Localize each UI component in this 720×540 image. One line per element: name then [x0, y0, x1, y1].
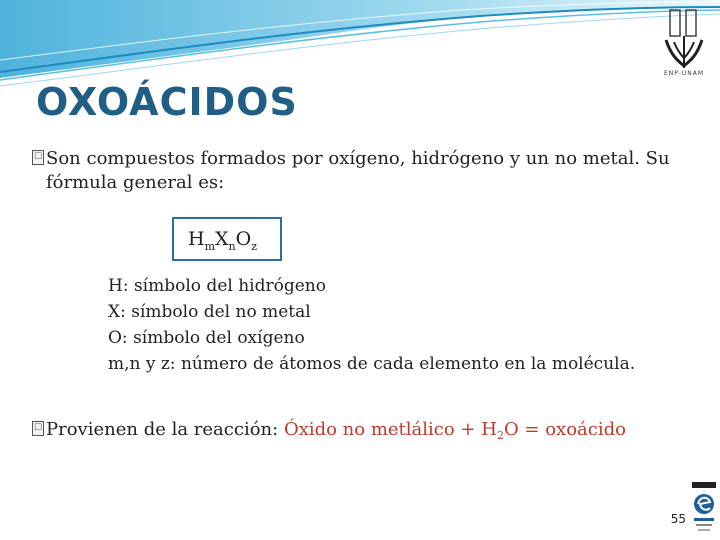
- slide-title: OXOÁCIDOS: [36, 80, 298, 124]
- reaction-equation: [284, 419, 626, 440]
- general-formula-box: [172, 217, 282, 261]
- formula-o: O: [235, 228, 252, 250]
- reaction-eq-part2: O = oxoácido: [503, 419, 626, 440]
- reaction-eq-sub: 2: [496, 429, 504, 442]
- bullet-icon: ☐: [32, 150, 44, 165]
- formula-sub-z: z: [251, 240, 258, 253]
- bullet-line-2: fórmula general es:: [46, 172, 225, 193]
- definition-item: X: símbolo del no metal: [108, 302, 311, 322]
- formula-sub-n: n: [228, 240, 236, 253]
- school-logo: [660, 6, 708, 80]
- reaction-eq-part1: Óxido no metlálico + H: [283, 419, 497, 440]
- formula-h: H: [188, 228, 205, 250]
- bullet-line-1: Son compuestos formados por oxígeno, hidrógeno y un no metal. Su: [46, 148, 670, 169]
- definitions-list: [108, 273, 635, 377]
- definition-item: O: símbolo del oxígeno: [108, 328, 305, 348]
- school-logo-caption: ENP-UNAM: [663, 70, 705, 77]
- education-logo: [690, 482, 718, 536]
- page-number: 55: [670, 512, 686, 526]
- bullet-icon: ☐: [32, 421, 44, 436]
- formula-x: X: [215, 228, 229, 250]
- reaction-lead: Provienen de la reacción:: [46, 419, 279, 440]
- formula-sub-m: m: [204, 240, 216, 253]
- definition-item: H: símbolo del hidrógeno: [108, 276, 326, 296]
- bullet-definition: [33, 147, 686, 195]
- bullet-reaction: [33, 418, 626, 448]
- definition-item: m,n y z: número de átomos de cada elemento en la molécula.: [108, 354, 636, 374]
